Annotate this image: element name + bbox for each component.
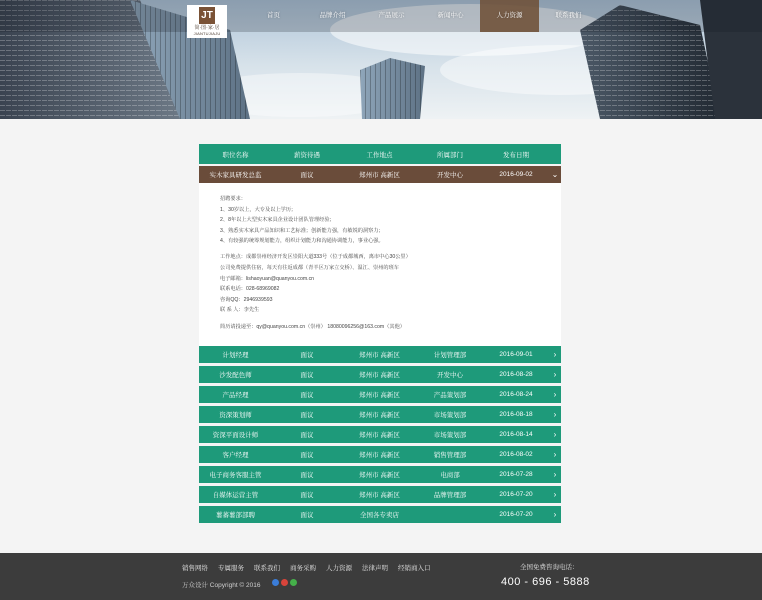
job-date: 2016-08-28 — [499, 371, 533, 378]
job-title: 电子商务客服主管 — [209, 472, 262, 479]
footer-link-hr[interactable]: 人力资源 — [326, 565, 352, 572]
header-salary: 薪资待遇 — [294, 151, 320, 159]
main-nav — [244, 0, 598, 32]
job-date: 2016-07-20 — [499, 511, 533, 518]
job-title: 薯蕃薯部部聘 — [216, 512, 255, 519]
table-row[interactable] — [199, 386, 561, 403]
job-title: 实木家具研发总监 — [209, 172, 262, 179]
requirement-item: 3、熟悉实木家具产品知识和工艺标准；创新能力强，有敏锐的洞察力； — [220, 227, 384, 234]
header-department: 所属部门 — [437, 151, 463, 159]
job-date: 2016-07-20 — [499, 491, 533, 498]
job-location: 郑州市 高新区 — [359, 372, 400, 379]
job-location: 郑州市 高新区 — [359, 392, 400, 399]
job-location: 郑州市 高新区 — [359, 352, 400, 359]
chevron-right-icon[interactable]: › — [553, 430, 557, 439]
job-location: 郑州市 高新区 — [359, 412, 400, 419]
chevron-right-icon[interactable]: › — [553, 370, 557, 379]
nav-contact[interactable]: 联系我们 — [555, 12, 582, 19]
table-row[interactable] — [199, 446, 561, 463]
table-row[interactable] — [199, 366, 561, 383]
table-header — [199, 144, 561, 164]
requirement-item: 2、8年以上大型实木家具企业设计团队管理经验； — [220, 217, 335, 224]
hotline-number: 400 - 696 - 5888 — [501, 576, 590, 588]
selected-job-row[interactable] — [199, 166, 561, 183]
job-department: 计划管理部 — [433, 352, 467, 359]
header-date: 发布日期 — [503, 151, 529, 159]
job-location: 郑州市 高新区 — [359, 492, 400, 499]
requirements-title: 招聘要求： — [220, 196, 246, 202]
job-location: 郑州市 高新区 — [359, 472, 400, 479]
contact-email: 电子邮箱：lishaoyuan@quanyou.com.cn — [220, 275, 315, 282]
weibo-icon[interactable] — [281, 579, 288, 586]
job-title: 产品经理 — [222, 392, 249, 399]
job-date: 2016-08-24 — [499, 391, 533, 398]
table-row[interactable] — [199, 406, 561, 423]
footer-links — [182, 563, 441, 572]
job-department: 销售管理部 — [433, 452, 467, 459]
job-department: 开发中心 — [437, 372, 463, 379]
table-row[interactable] — [199, 506, 561, 523]
contact-qq: 咨询QQ：2946939593 — [220, 296, 273, 303]
brand-logo[interactable] — [187, 5, 227, 38]
job-salary: 面议 — [300, 372, 314, 379]
footer-link-sales-network[interactable]: 销售网络 — [182, 565, 208, 572]
job-salary: 面议 — [300, 392, 314, 399]
nav-home[interactable]: 首页 — [267, 12, 280, 19]
logo-mark: JT — [199, 7, 215, 24]
nav-news[interactable]: 新闻中心 — [437, 12, 464, 19]
header-title: 职位名称 — [222, 151, 249, 159]
job-title: 资深策划师 — [219, 412, 252, 419]
job-salary: 面议 — [300, 492, 314, 499]
footer-link-service[interactable]: 专属服务 — [218, 565, 244, 572]
chevron-right-icon[interactable]: › — [553, 350, 557, 359]
job-date: 2016-09-01 — [499, 351, 533, 358]
chevron-right-icon[interactable]: › — [553, 390, 557, 399]
table-row[interactable] — [199, 486, 561, 503]
social-icons — [272, 579, 299, 586]
job-salary: 面议 — [300, 512, 314, 519]
hotline-label: 全国免费咨询电话： — [520, 564, 579, 571]
requirement-item: 1、30岁以上，大专及以上学历； — [220, 206, 297, 213]
job-department: 开发中心 — [437, 172, 463, 179]
copyright: 万众设计 Copyright © 2016 — [182, 582, 261, 589]
job-date: 2016-08-14 — [499, 431, 533, 438]
nav-products[interactable]: 产品展示 — [378, 12, 405, 19]
job-date: 2016-09-02 — [499, 171, 533, 178]
job-list — [199, 346, 561, 523]
nav-hr[interactable]: 人力资源 — [480, 0, 539, 32]
job-title: 资深平面设计师 — [212, 432, 259, 439]
footer-link-legal[interactable]: 法律声明 — [362, 565, 388, 572]
chevron-right-icon[interactable]: › — [553, 470, 557, 479]
job-department: 品牌管理部 — [433, 492, 467, 499]
job-title: 自媒体运营主管 — [212, 492, 259, 499]
job-date: 2016-08-02 — [499, 451, 533, 458]
jobs-table — [199, 144, 561, 526]
job-location: 全国各专卖店 — [360, 512, 399, 519]
contact-phone: 联系电话：028-68969082 — [220, 286, 280, 293]
chevron-right-icon[interactable]: › — [553, 450, 557, 459]
hero-banner — [0, 0, 762, 119]
table-row[interactable] — [199, 466, 561, 483]
chevron-right-icon[interactable]: › — [553, 410, 557, 419]
job-date: 2016-07-28 — [499, 471, 533, 478]
job-department: 市场策划部 — [433, 412, 467, 419]
job-date: 2016-08-18 — [499, 411, 533, 418]
job-department: 市场策划部 — [433, 432, 467, 439]
nav-brand[interactable]: 品牌介绍 — [319, 12, 346, 19]
job-title: 沙发配色师 — [219, 372, 252, 379]
job-salary: 面议 — [300, 172, 314, 179]
job-location: 郑州市 高新区 — [359, 432, 400, 439]
site-footer — [0, 553, 762, 600]
header-location: 工作地点 — [366, 151, 393, 159]
logo-english-name: JIANTUJIAJU — [193, 31, 221, 36]
resume-email: 简历请投递至：qy@quanyou.com.cn（崇州） 18080096256@163.com（其他） — [220, 323, 405, 330]
job-salary: 面议 — [300, 452, 314, 459]
footer-link-contact[interactable]: 联系我们 — [254, 565, 280, 572]
footer-link-purchase[interactable]: 商务采购 — [290, 565, 316, 572]
job-location: 郑州市 高新区 — [359, 452, 400, 459]
job-salary: 面议 — [300, 352, 314, 359]
shuttle-info: 公司免费提供住宿，每天有往返成都（青羊区万家立交桥）、温江、崇州的班车 — [220, 265, 399, 272]
qq-icon[interactable] — [272, 579, 279, 586]
footer-link-dealer[interactable]: 经销商入口 — [398, 565, 431, 572]
chevron-right-icon[interactable]: › — [553, 510, 557, 519]
job-department: 电商部 — [440, 472, 460, 479]
contact-person: 联 系 人：李先生 — [220, 307, 260, 314]
table-row[interactable] — [199, 346, 561, 363]
job-salary: 面议 — [300, 412, 314, 419]
job-title: 计划经理 — [222, 352, 249, 359]
work-address: 工作地点：成都崇州经济开发区崇阳大道333号（位于成都城西，离市中心30公里） — [220, 254, 411, 261]
job-location: 郑州市 高新区 — [359, 172, 400, 179]
job-salary: 面议 — [300, 432, 314, 439]
job-title: 客户经理 — [222, 452, 249, 459]
chevron-down-icon[interactable]: ⌄ — [551, 170, 559, 179]
job-salary: 面议 — [300, 472, 314, 479]
table-row[interactable] — [199, 426, 561, 443]
job-detail-panel — [199, 183, 561, 346]
wechat-icon[interactable] — [290, 579, 297, 586]
requirement-item: 4、有较强的统筹规划能力，组织计划能力和沟通协调能力，事业心强。 — [220, 238, 384, 245]
chevron-right-icon[interactable]: › — [553, 490, 557, 499]
logo-chinese-name: 简·图·家·居 — [194, 25, 220, 31]
job-department: 产品策划部 — [433, 392, 467, 399]
